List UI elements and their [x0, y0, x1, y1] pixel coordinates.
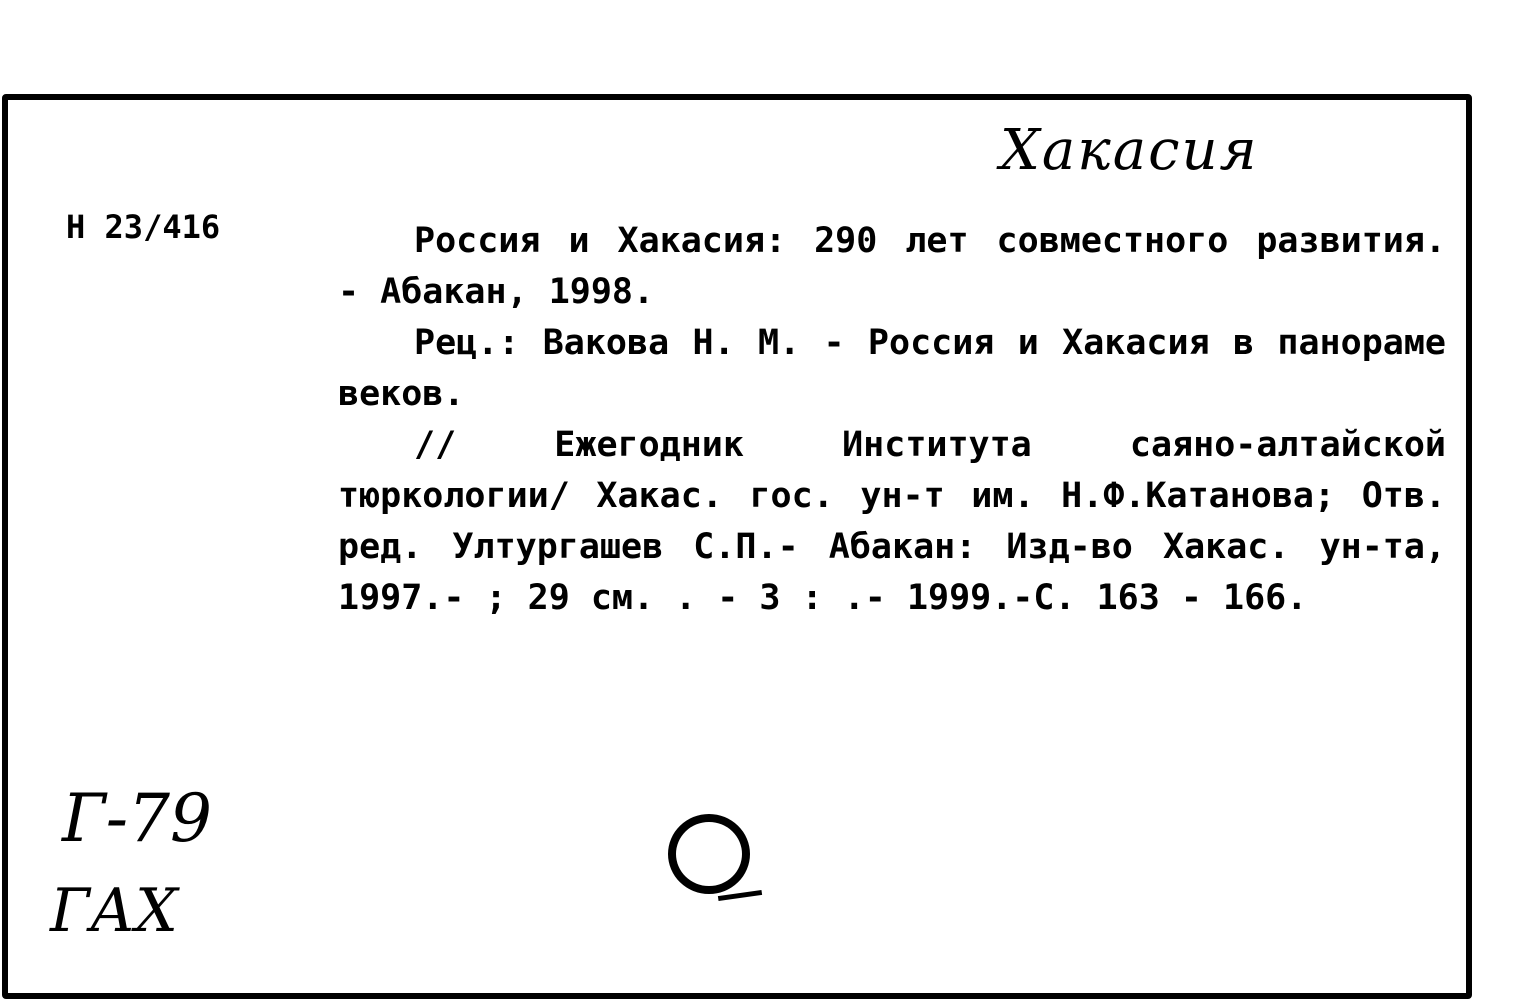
subject-heading: Хакасия [1000, 118, 1259, 183]
title-paragraph: Россия и Хакасия: 290 лет совместного развития. - Абакан, 1998. [338, 221, 1446, 312]
bibliographic-entry [338, 216, 1446, 624]
source-paragraph: // Ежегодник Института саяно-алтайской тюркологии/ Хакас. гос. ун-т им. Н.Ф.Катанова; Отв. ред. Ултургашев С.П.- Абакан: Изд-во Хакас. ун-та, 1997.- ; 29 см. . - 3 : .- 1999.-С. 163 - 166. [338, 425, 1446, 618]
review-paragraph: Рец.: Вакова Н. М. - Россия и Хакасия в панораме веков. [338, 323, 1446, 414]
punch-hole-icon [668, 814, 750, 894]
handwritten-archive: ГАХ [50, 876, 178, 946]
handwritten-code: Г-79 [62, 780, 212, 857]
shelf-mark: Н 23/416 [66, 208, 221, 246]
